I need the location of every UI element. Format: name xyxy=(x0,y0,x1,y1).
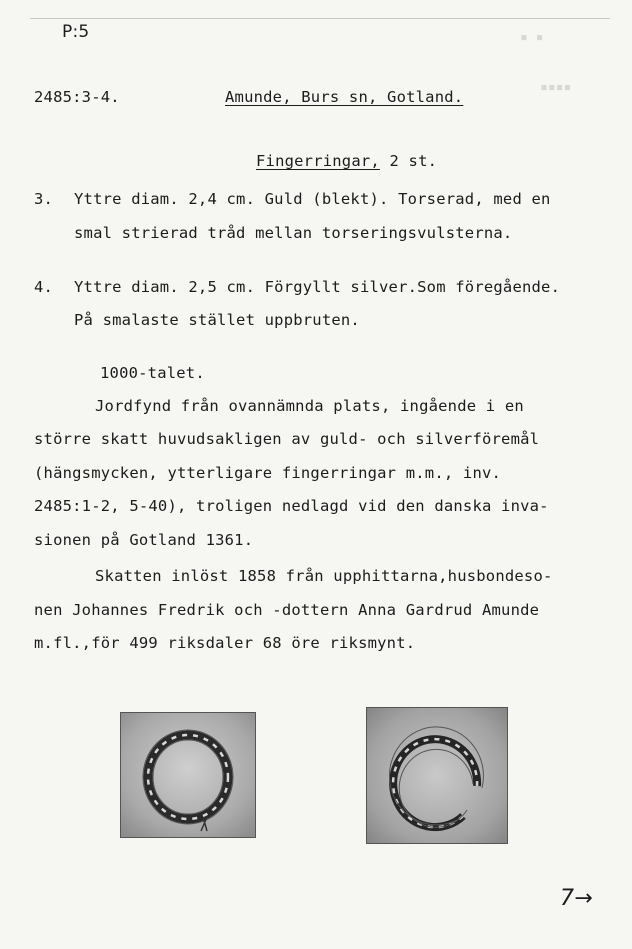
find-location: Amunde, Burs sn, Gotland. xyxy=(225,88,464,106)
paragraph-line: Skatten inlöst 1858 från upphittarna,husbondeso- xyxy=(95,567,553,585)
ring-3-image xyxy=(121,713,255,837)
inventory-number: 2485:3-4. xyxy=(34,88,120,106)
object-title: Fingerringar, xyxy=(256,152,380,170)
item-description-line: Yttre diam. 2,5 cm. Förgyllt silver.Som föregående. xyxy=(74,278,561,296)
paragraph-line: större skatt huvudsakligen av guld- och silverföremål xyxy=(34,430,540,448)
paragraph-line: 2485:1-2, 5-40), troligen nedlagd vid den danska inva- xyxy=(34,497,549,515)
box-label: P:5 xyxy=(62,22,90,42)
object-heading xyxy=(256,152,437,170)
item-number: 4. xyxy=(34,278,54,296)
page-mark: 7→ xyxy=(560,886,593,911)
bleed-through-mark: ▪ ▪ xyxy=(520,30,544,45)
ring-4-image xyxy=(367,708,507,843)
top-rule xyxy=(30,18,610,19)
ring-4-photo xyxy=(366,707,508,844)
paragraph-line: m.fl.,för 499 riksdaler 68 öre riksmynt. xyxy=(34,634,416,652)
paragraph-line: nen Johannes Fredrik och -dottern Anna Gardrud Amunde xyxy=(34,601,540,619)
object-count: 2 st. xyxy=(389,152,438,170)
paragraph-line: (hängsmycken, ytterligare fingerringar m.m., inv. xyxy=(34,464,502,482)
ring-3-photo xyxy=(120,712,256,838)
item-description-line: Yttre diam. 2,4 cm. Guld (blekt). Torserad, med en xyxy=(74,190,551,208)
bleed-through-mark: ▪▪▪▪ xyxy=(540,80,572,95)
item-number: 3. xyxy=(34,190,54,208)
item-description-line: På smalaste stället uppbruten. xyxy=(74,311,360,329)
item-description-line: smal strierad tråd mellan torseringsvulsterna. xyxy=(74,224,513,242)
dating: 1000-talet. xyxy=(100,364,205,382)
paragraph-line: sionen på Gotland 1361. xyxy=(34,531,254,549)
paragraph-line: Jordfynd från ovannämnda plats, ingående i en xyxy=(95,397,524,415)
